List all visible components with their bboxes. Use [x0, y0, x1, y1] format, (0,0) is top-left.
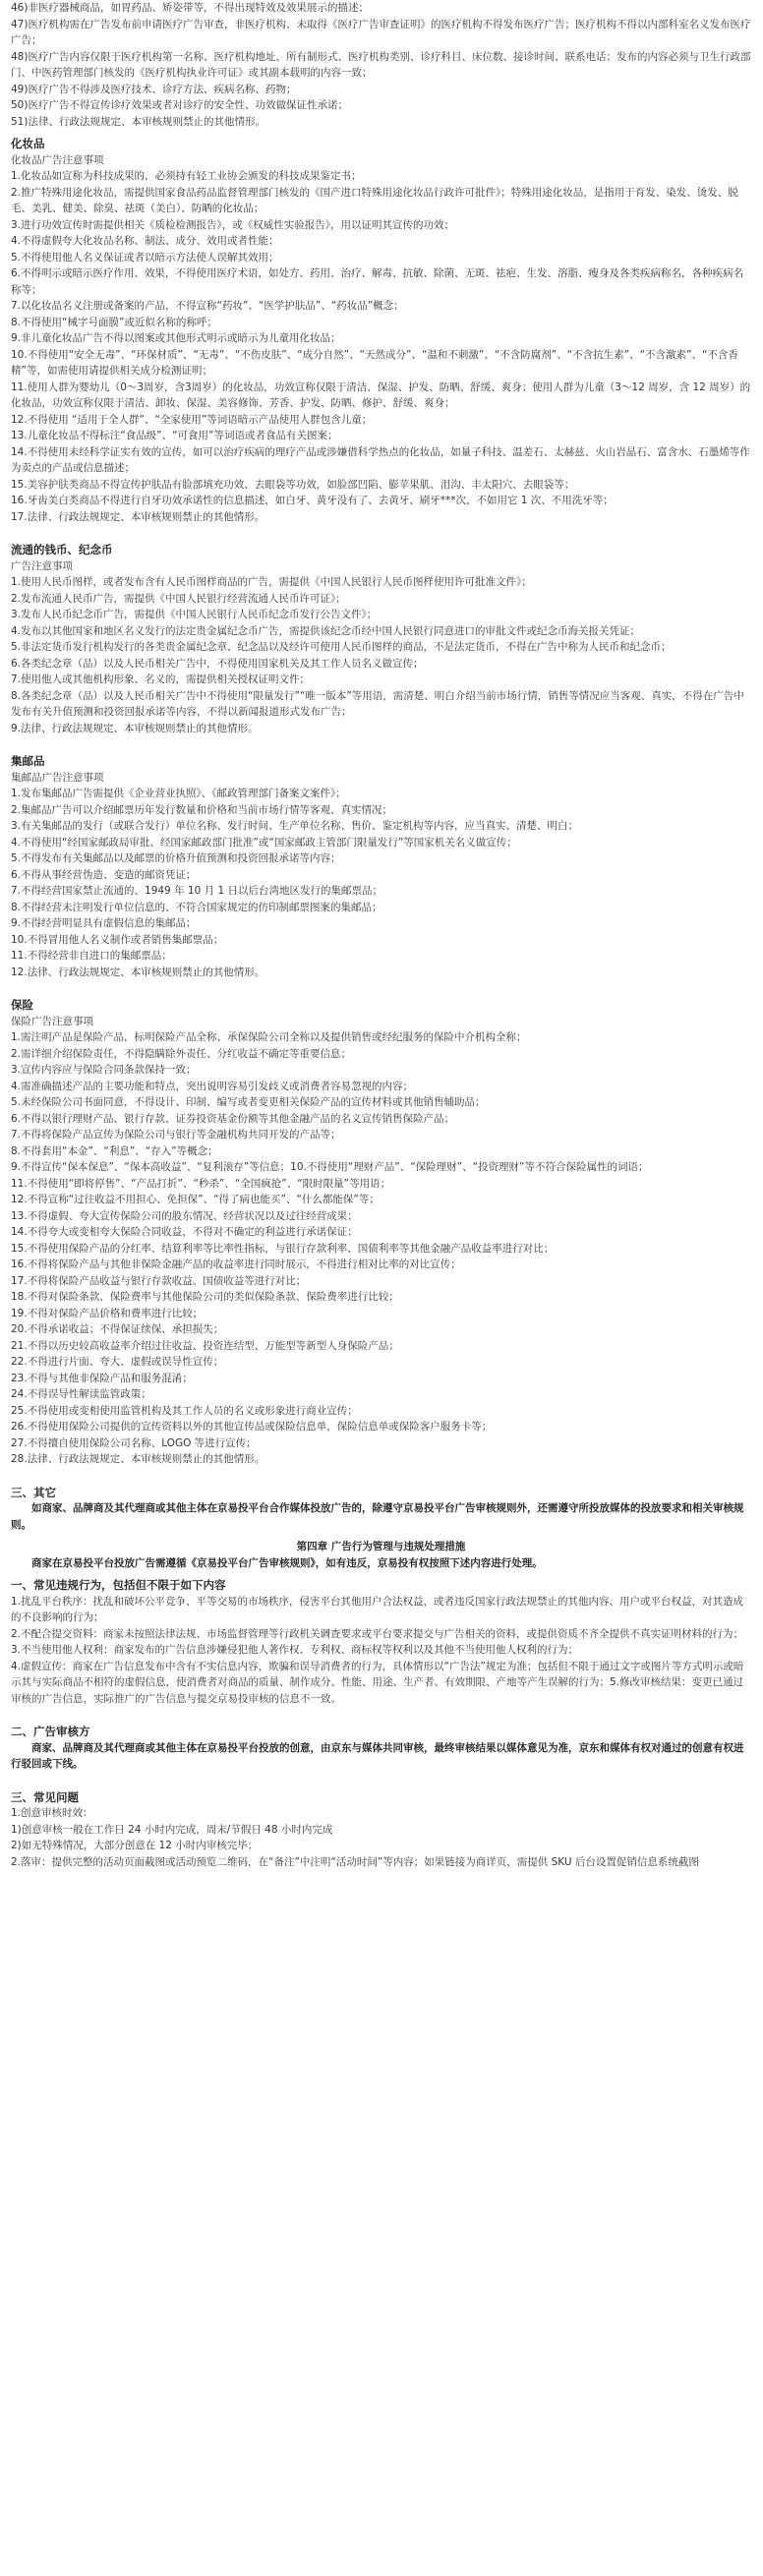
insurance-rule-item: 20.不得承诺收益；不得保证续保、承担损失；	[11, 1323, 224, 1335]
medical-rule-item: 51)法律、行政法规规定、本审核规则禁止的其他情形。	[11, 115, 265, 128]
section-subtitle-stamps: 集邮品广告注意事项	[11, 771, 104, 784]
stamps-rule-item: 6.不得从事经营伪造、变造的邮资凭证；	[11, 868, 197, 881]
insurance-rule-item: 23.不得与其他非保险产品和服务混淆；	[11, 1372, 193, 1384]
stamps-rule-item: 2.集邮品广告可以介绍邮票历年发行数量和价格和当前市场行情等客观、真实情况；	[11, 803, 393, 816]
section-title-stamps: 集邮品	[11, 754, 45, 768]
stamps-rule-item: 3.有关集邮品的发行（或联合发行）单位名称、发行时间、生产单位名称、售价、鉴定机构等内容，应当真实、清楚、明白；	[11, 820, 579, 832]
cosmetics-rule-item: 4.不得虚假夸大化妆品名称、制法、成分、效用或者性能；	[11, 235, 279, 247]
insurance-rule-item: 9.不得宣传“保本保息”、“保本高收益”、“复利滚存”等信息；10.不得使用“理财产品”、“保险理财”、“投资理财”等不符合保险属性的词语；	[11, 1161, 649, 1173]
insurance-rule-item: 14.不得夸大或变相夸大保险合同收益，不得对不确定的利益进行承诺保证；	[11, 1226, 358, 1238]
currency-rule-item: 3.发布人民币纪念币广告，需提供《中国人民银行人民币纪念币发行公告文件》；	[11, 609, 378, 620]
medical-rule-item: 50)医疗广告不得宣传诊疗效果或者对诊疗的安全性、功效做保证性承诺；	[11, 99, 348, 111]
insurance-rule-item: 28.法律、行政法规规定、本审核规则禁止的其他情形。	[11, 1453, 265, 1465]
medical-rules-tail	[11, 0, 751, 130]
medical-rule-item: 49)医疗广告不得涉及医疗技术、诊疗方法、疾病名称、药物；	[11, 83, 297, 95]
currency-rule-item: 5.非法定货币发行机构发行的各类贵金属纪念章、纪念品以及经许可使用人民币图样的商品，不是法定货币，不得在广告中称为人民币和纪念币；	[11, 641, 672, 653]
section-subtitle-cosmetics: 化妆品广告注意事项	[11, 153, 104, 166]
chapter4-title: 第四章 广告行为管理与违规处理措施	[296, 1541, 466, 1552]
currency-rule-item: 4.发布以其他国家和地区名义发行的法定贵金属纪念币广告，需提供该纪念币经中国人民银行同意进口的审批文件或纪念币海关报关凭证；	[11, 624, 641, 637]
cosmetics-rule-item: 12.不得使用 “适用于全人群”、“全家使用”等词语暗示产品使用人群包含儿童；	[11, 413, 373, 426]
stamps-rule-item: 4.不得使用“经国家邮政局审批、经国家邮政部门批准”或“国家邮政主管部门限量发行”等国家机关名义做宣传；	[11, 836, 517, 849]
faq-item: 2.落审：提供完整的活动页面截图或活动预览二维码，在“备注”中注明“活动时间”等内容；如果链接为商详页，需提供 SKU 后台设置促销信息系统截图	[11, 1855, 699, 1868]
medical-rule-item: 47)医疗机构需在广告发布前申请医疗广告审查，非医疗机构、未取得《医疗广告审查证明》的医疗机构不得发布医疗广告；医疗机构不得以内部科室名义发布医疗广告；	[11, 18, 751, 46]
insurance-rule-item: 5.未经保险公司书面同意，不得设计、印制、编写或者变更相关保险产品的宣传材料或其他销售辅助品；	[11, 1096, 486, 1108]
insurance-rule-item: 3.宣传内容应与保险合同条款保持一致；	[11, 1064, 197, 1076]
insurance-rule-item: 21.不得以历史较高收益率介绍过往收益、投资连结型、万能型等新型人身保险产品；	[11, 1339, 399, 1352]
faq-list	[11, 1805, 751, 1870]
insurance-rule-item: 15.不得使用保险产品的分红率、结算利率等比率性指标，与银行存款利率、国债利率等其他金融产品收益率进行对比；	[11, 1242, 555, 1255]
cosmetics-rule-item: 15.美容护肤类商品不得宣传护肤品有脸部填充功效、去眼袋等功效，如脸部凹陷、膨苹果肌、泪沟、丰太阳穴、去眼袋等；	[11, 478, 575, 491]
insurance-rule-item: 6.不得以银行理财产品、银行存款、证券投资基金份额等其他金融产品的名义宣传销售保险产品；	[11, 1112, 455, 1125]
cosmetics-rule-list	[11, 168, 751, 525]
currency-rule-item: 9.法律、行政法规规定、本审核规则禁止的其他情形。	[11, 722, 259, 734]
cosmetics-rule-item: 17.法律、行政法规规定、本审核规则禁止的其他情形。	[11, 510, 265, 523]
chapter4-heading	[11, 1539, 751, 1571]
cosmetics-rule-item: 10.不得使用“安全无毒”、“环保材质”、“无毒”、“不伤皮肤”、“成分自然”、“天然成分”、“温和不刺激”、“不含防腐剂”、“不含抗生素”、“不含激素”、“不含香精”等，如需使用请提供相关成分检测证明；	[11, 348, 738, 377]
cosmetics-section	[11, 136, 751, 525]
cosmetics-rule-item: 8.不得使用“械字号面膜”或近似名称的称呼；	[11, 316, 217, 328]
cosmetics-rule-item: 11.使用人群为婴幼儿（0～3周岁，含3周岁）的化妆品，功效宣称仅限于清洁、保湿、护发、防晒、舒缓、爽身；使用人群为儿童（3～12 周岁，含 12 周岁）的化妆品，功效宣称仅限于清洁、卸妆、保湿、美容修饰、芳香、护发、防晒、修护、舒缓、爽身；	[11, 381, 751, 409]
insurance-rule-item: 18.不得对保险条款、保险费率与其他保险公司的类似保险条款、保险费率进行比较；	[11, 1291, 399, 1303]
insurance-rule-item: 13.不得虚假、夸大宣传保险公司的股东情况、经营状况以及过往经营成果；	[11, 1209, 358, 1222]
section-title-violations: 一、常见违规行为，包括但不限于如下内容	[11, 1578, 226, 1592]
cosmetics-rule-item: 5.不得使用他人名义保证或者以暗示方法使人误解其效用；	[11, 251, 279, 263]
insurance-rule-item: 11.不得使用“即将停售”、“产品打折”、“秒杀”、“全国疯抢”、“限时限量”等用语；	[11, 1177, 391, 1190]
currency-rule-item: 1.使用人民币图样，或者发布含有人民币图样商品的广告，需提供《中国人民银行人民币图样使用许可批准文件》；	[11, 576, 532, 588]
other-section	[11, 1485, 751, 1534]
violation-item: 3.不当使用他人权利：商家发布的广告信息涉嫌侵犯他人著作权、专利权、商标权等权利以及其他不当使用他人权利的行为；	[11, 1644, 579, 1656]
stamps-rule-item: 9.不得经营明显具有虚假信息的集邮品；	[11, 917, 197, 929]
stamps-rule-item: 1.发布集邮品广告需提供《企业营业执照》、《邮政管理部门备案文案件》；	[11, 788, 346, 799]
cosmetics-rule-item: 14.不得使用未经科学证实有效的宣传，如可以治疗疾病的理疗产品或涉嫌借科学热点的化妆品，如量子科技、温差石、太赫兹、火山岩晶石、富含水、石墨烯等作为卖点的产品或信息描述；	[11, 445, 750, 474]
section-title-other: 三、其它	[11, 1485, 56, 1499]
insurance-rule-item: 4.需准确描述产品的主要功能和特点，突出说明容易引发歧义或消费者容易忽视的内容；	[11, 1080, 414, 1092]
cosmetics-rule-item: 16.牙齿美白类商品不得进行自牙功效承诺性的信息描述，如白牙、黄牙没有了、去黄牙、刷牙***次，不如用它 1 次、不用洗牙等；	[11, 495, 614, 506]
medical-rule-item: 46)非医疗器械商品，如胃药品、矫姿带等，不得出现特效及效果展示的描述；	[11, 2, 369, 14]
insurance-rule-item: 12.不得宣称“过往收益不用担心、免担保”、“得了病也能买”、“什么都能保”等；	[11, 1194, 380, 1205]
review-section	[11, 1724, 751, 1773]
insurance-rule-item: 2.需详细介绍保险责任，不得隐瞒除外责任、分红收益不确定等重要信息；	[11, 1047, 352, 1060]
insurance-rule-item: 25.不得使用或变相使用监管机构及其工作人员的名义或形象进行商业宣传；	[11, 1404, 358, 1417]
faq-section	[11, 1789, 751, 1871]
currency-rule-item: 7.使用他人或其他机构形象、名义的，需提供相关授权证明文件；	[11, 673, 311, 685]
stamps-rule-item: 11.不得经营非自进口的集邮票品；	[11, 950, 172, 962]
stamps-rule-item: 8.不得经营未注明发行单位信息的、不符合国家规定的仿印制邮票图案的集邮品；	[11, 901, 382, 913]
cosmetics-rule-item: 7.以化妆品名义注册或备案的产品，不得宣称“药妆”、“医学护肤品”、“药妆品”概念；	[11, 300, 404, 312]
violations-list	[11, 1594, 751, 1708]
faq-item: 1)创意审核一般在工作日 24 小时内完成，周末/节假日 48 小时内完成	[11, 1823, 333, 1836]
insurance-rule-item: 27.不得擅自使用保险公司名称、LOGO 等进行宣传；	[11, 1436, 257, 1449]
review-section-text: 商家、品牌商及其代理商或其他主体在京易投平台投放的创意，由京东与媒体共同审核，最终审核结果以媒体意见为准，京东和媒体有权对通过的创意有权进行驳回或下线。	[11, 1741, 744, 1770]
cosmetics-rule-item: 6.不得明示或暗示医疗作用、效果，不得使用医疗术语，如处方、药用、治疗、解毒、抗敏、除菌、无斑、祛疤、生发、溶脂、瘦身及各类疾病称名，各种疾病名称等；	[11, 267, 744, 296]
section-subtitle-insurance: 保险广告注意事项	[11, 1015, 93, 1027]
currency-section	[11, 542, 751, 736]
violation-item: 1.扰乱平台秩序：扰乱和破坏公平竞争、平等交易的市场秩序，侵害平台其他用户合法权益，或者违反国家行政法规禁止的其他内容、用户或平台权益，对其造成的不良影响的行为；	[11, 1595, 744, 1623]
stamps-rule-item: 10.不得冒用他人名义制作或者销售集邮票品；	[11, 933, 224, 946]
insurance-rule-item: 24.不得误导性解读监管政策；	[11, 1388, 151, 1400]
currency-rule-item: 8.各类纪念章（品）以及人民币相关广告中不得使用“限量发行”“唯一版本”等用语，需清楚、明白介绍当前市场行情，销售等情况应当客观、真实，不得在广告中发布有关升值预测和投资回报承诺等内容，不得以新闻报道形式发布广告；	[11, 689, 744, 718]
medical-rule-item: 48)医疗广告内容仅限于医疗机构第一名称、医疗机构地址、所有制形式、医疗机构类别、诊疗科目、床位数、接诊时间、联系电话；发布的内容必须与卫生行政部门、中医药管理部门核发的《医疗机构执业许可证》或其副本载明的内容一致；	[11, 50, 751, 79]
insurance-rule-list	[11, 1029, 751, 1468]
insurance-rule-item: 26.不得使用保险公司提供的宣传资料以外的其他宣传品或保险信息单，保险信息单或保险客户服务卡等；	[11, 1421, 493, 1433]
currency-rule-item: 2.发布流通人民币广告，需提供《中国人民银行经营流通人民币许可证》；	[11, 592, 346, 605]
currency-rule-list	[11, 574, 751, 736]
stamps-section	[11, 753, 751, 980]
faq-item: 1.创意审核时效：	[11, 1807, 93, 1819]
cosmetics-rule-item: 3.进行功效宣传时需提供相关《质检检测报告》，或《权威性实验报告》，用以证明其宣传的功效；	[11, 218, 455, 231]
violation-item: 4.虚假宣传：商家在广告信息发布中含有不实信息内容，欺骗和误导消费者的行为，具体情形以“广告法”规定为准；包括但不限于通过文字或图片等方式明示或暗示其与实际商品不相符的虚假信息，使消费者对商品的质量、制作成分、性能、用途、生产者、有效期限、产地等产生误解的行为；5.修改审核结果：变更已通过审核的广告信息，实际推广的广告信息与提交京易投审核的信息不一致。	[11, 1660, 744, 1705]
other-section-text: 如商家、品牌商及其代理商或其他主体在京易投平台合作媒体投放广告的，除遵守京易投平台广告审核规则外，还需遵守所投放媒体的投放要求和相关审核规则。	[11, 1502, 744, 1531]
stamps-rule-item: 5.不得发布有关集邮品以及邮票的价格升值预测和投资回报承诺等内容；	[11, 852, 341, 864]
cosmetics-rule-item: 9.非儿童化妆品广告不得以图案或其他形式明示或暗示为儿童用化妆品；	[11, 332, 341, 344]
section-title-faq: 三、常见问题	[11, 1789, 79, 1804]
section-title-insurance: 保险	[11, 998, 33, 1012]
cosmetics-rule-item: 2.推广特殊用途化妆品，需提供国家食品药品监督管理部门核发的《国产进口特殊用途化妆品行政许可批件》；特殊用途化妆品，是指用于育发、染发、烫发、脱毛、美乳、健美、除臭、祛斑（美白）、防晒的化妆品；	[11, 186, 738, 214]
section-title-review: 二、广告审核方	[11, 1725, 90, 1738]
currency-rule-item: 6.各类纪念章（品）以及人民币相关广告中，不得使用国家机关及其工作人员名义做宣传；	[11, 657, 424, 670]
cosmetics-rule-item: 13.儿童化妆品不得标注“食品级”、“可食用”等词语或者食品有关图案；	[11, 430, 338, 441]
faq-item: 2)如无特殊情况，大部分创意在 12 小时内审核完毕；	[11, 1840, 259, 1851]
violation-item: 2.不配合提交资料：商家未按照法律法规、市场监督管理等行政机关调查要求或平台要求提交与广告相关的资料，或提供资质不齐全提供不真实证明材料的行为；	[11, 1627, 744, 1640]
insurance-rule-item: 17.不得将保险产品收益与银行存款收益、国债收益等进行对比；	[11, 1274, 307, 1287]
section-title-currency: 流通的钱币、纪念币	[11, 543, 113, 556]
insurance-rule-item: 7.不得将保险产品宣传为保险公司与银行等金融机构共同开发的产品等；	[11, 1129, 341, 1141]
section-title-cosmetics: 化妆品	[11, 137, 45, 150]
insurance-rule-item: 22.不得进行片面、夸大、虚假或误导性宣传；	[11, 1356, 224, 1368]
violations-section	[11, 1577, 751, 1707]
stamps-rule-item: 12.法律、行政法规规定、本审核规则禁止的其他情形。	[11, 966, 265, 978]
insurance-rule-item: 19.不得对保险产品价格和费率进行比较；	[11, 1307, 204, 1319]
chapter4-intro: 商家在京易投平台投放广告需遵循《京易投平台广告审核规则》，如有违反，京易投有权按照下述内容进行处理。	[31, 1556, 543, 1569]
insurance-rule-item: 8.不得套用“本金”、“利息”、“存入”等概念；	[11, 1144, 218, 1157]
insurance-rule-item: 16.不得将保险产品与其他非保险金融产品的收益率进行同时展示，不得进行相对比率的对比宣传；	[11, 1259, 461, 1270]
insurance-section	[11, 997, 751, 1468]
cosmetics-rule-item: 1.化妆品如宣称为科技成果的，必须持有轻工业协会颁发的科技成果鉴定书；	[11, 170, 362, 182]
stamps-rule-item: 7.不得经营国家禁止流通的、1949 年 10 月 1 日以后台湾地区发行的集邮票品；	[11, 885, 382, 897]
insurance-rule-item: 1.需注明产品是保险产品，标明保险产品全称、承保保险公司全称以及提供销售或经纪服务的保险中介机构全称；	[11, 1031, 527, 1043]
stamps-rule-list	[11, 786, 751, 980]
section-subtitle-currency: 广告注意事项	[11, 559, 73, 572]
